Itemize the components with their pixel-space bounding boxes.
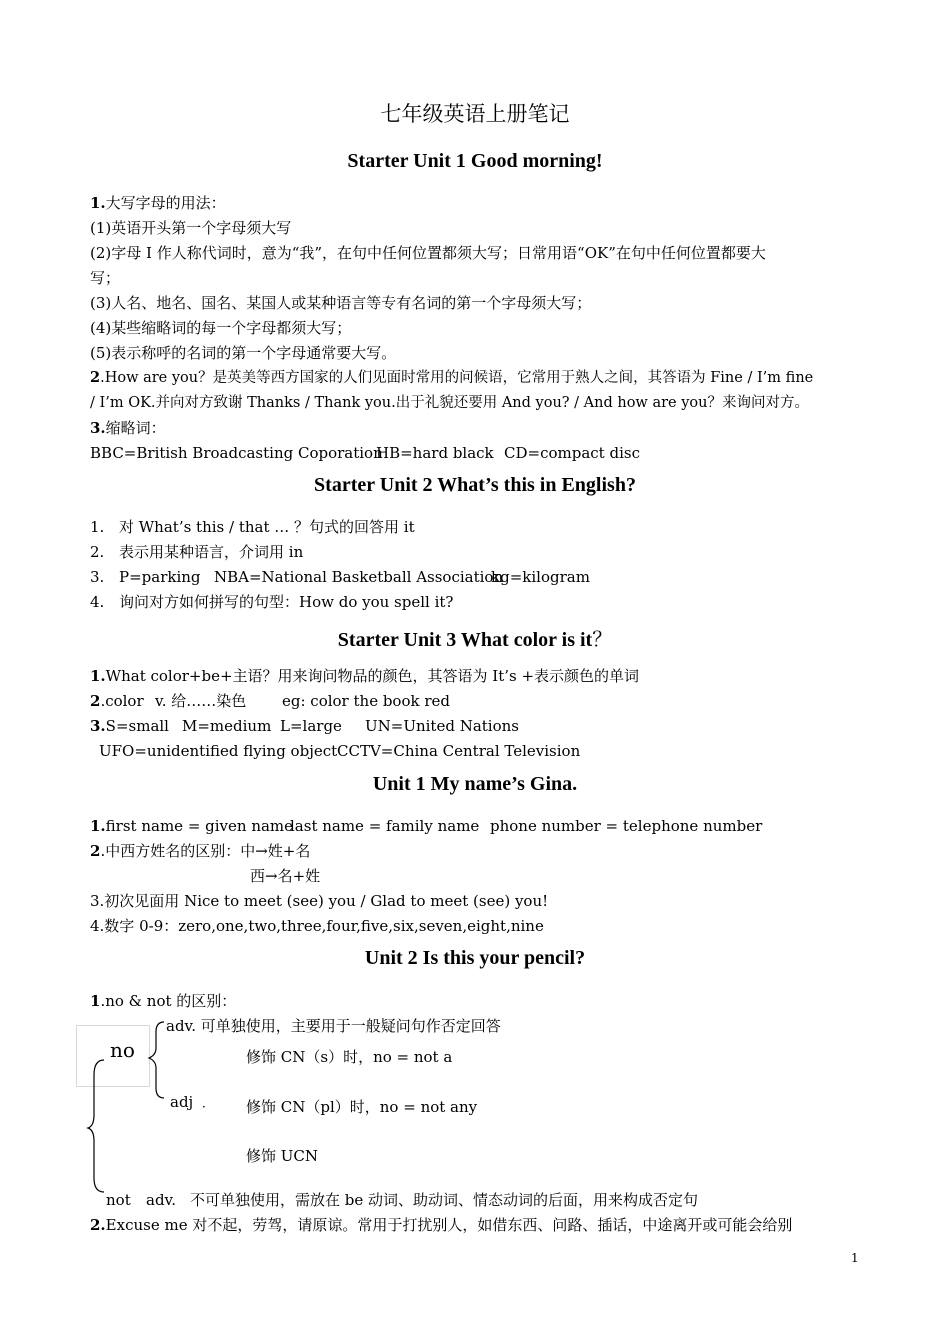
example: eg: color the book red [282,692,451,710]
paragraph-text: .中西方姓名的区别：中→姓+名 [100,842,311,860]
item-number: 1. [90,817,106,835]
paragraph [90,1215,792,1235]
paragraph-text: last name = family name [290,817,480,835]
paragraph-text: .no & not 的区别： [100,992,237,1010]
list-item-text: 表示用某种语言，介词用 in [119,543,304,561]
item-number: 3. [90,568,105,586]
not-part-of-speech: adv. [146,1191,177,1209]
document-title: 七年级英语上册笔记 [380,102,570,126]
paragraph-text: What color+be+主语？用来询问物品的颜色，其答语为 It’s +表示颜色的单词 [105,667,640,685]
part-of-speech: v. 给……染色 [155,692,247,710]
modifier-rule: 修饰 UCN [246,1147,319,1165]
no-label: no [110,1038,135,1062]
page-number: 1 [851,1251,859,1265]
item-number: 2 [90,692,101,710]
paragraph-text: 大写字母的用法： [105,194,226,212]
heading-question-mark: ？ [592,629,613,651]
text-line: (5)表示称呼的名词的第一个字母通常要大写。 [90,344,397,362]
item-number: 3. [90,419,106,437]
paragraph-text: Excuse me 对不起，劳驾，请原谅。常用于打扰别人，如借东西、问路、插话，中途离开或可能会给别 [105,1216,793,1234]
abbreviation: UFO=unidentified flying object [99,742,338,760]
modifier-rule: 修饰 CN（s）时，no = not a [246,1048,453,1066]
list-item-text: 询问对方如何拼写的句型：How do you spell it? [119,593,454,611]
not-word: not [106,1191,131,1209]
text-line: 3.初次见面用 Nice to meet (see) you / Glad to meet (see) you! [90,892,549,910]
text-line: (1)英语开头第一个字母须大写 [90,219,292,237]
text-line: (2)字母 I 作人称代词时，意为“我”，在句中任何位置都须大写；日常用语“OK”在句中任何位置都要大 [90,244,766,262]
abbreviation: S=small [105,717,169,735]
item-number: 4. [90,593,105,611]
list-item-text: 对 What’s this / that … ？句式的回答用 it [119,518,415,536]
item-number: 1. [90,667,106,685]
text-line: (4)某些缩略词的每一个字母都须大写； [90,319,352,337]
paragraph-text: phone number = telephone number [490,817,763,835]
item-number: 1. [90,194,106,212]
text-line: 4.数字 0-9：zero,one,two,three,four,five,six,seven,eight,nine [90,917,544,935]
abbreviation: BBC=British Broadcasting Coporation [90,444,383,462]
outer-brace [88,1060,104,1192]
item-number: 1 [90,992,101,1010]
not-usage: 不可单独使用，需放在 be 动词、助动词、情态动词的后面，用来构成否定句 [190,1191,699,1209]
inner-brace [149,1022,164,1098]
text-line: 写； [90,269,121,287]
text-line: 西→名+姓 [250,867,321,885]
item-number: 2. [90,1216,106,1234]
abbreviation: HB=hard black [376,444,494,462]
item-number: 2 [90,369,101,386]
item-number: 1. [90,518,105,536]
abbreviation: M=medium [182,717,272,735]
heading-unit-2: Unit 2 Is this your pencil? [364,947,586,969]
abbreviation: UN=United Nations [365,717,519,735]
adjective-dot: ． [202,1096,215,1110]
item-number: 2 [90,842,101,860]
modifier-rule: 修饰 CN（pl）时，no = not any [246,1098,478,1116]
abbreviation: kg=kilogram [491,568,590,586]
heading-starter-unit-2: Starter Unit 2 What’s this in English? [314,474,636,496]
abbreviation: CD=compact disc [504,444,640,462]
list-item-text: P=parking [119,568,201,586]
adjective-label: adj [170,1093,194,1111]
paragraph-text: .How are you？是英美等西方国家的人们见面时常用的问候语，它常用于熟人之间，其答语为 Fine / I’m fine [100,370,814,386]
heading-text: Starter Unit 3 What color is it [337,629,593,651]
item-number: 2. [90,543,105,561]
abbreviation: NBA=National Basketball Association [214,568,504,586]
paragraph-text: .color [100,692,144,710]
paragraph-text: 缩略词： [105,419,166,437]
heading-unit-1: Unit 1 My name’s Gina. [372,773,578,795]
paragraph-text: first name = given name [105,817,294,835]
heading-starter-unit-1: Starter Unit 1 Good morning! [347,150,603,172]
item-number: 3. [90,717,106,735]
text-line: / I’m OK.并向对方致谢 Thanks / Thank you.出于礼貌还要用 And you? / And how are you？来询问对方。 [90,395,809,411]
adverb-usage: adv. 可单独使用，主要用于一般疑问句作否定回答 [166,1017,501,1035]
text-line: (3)人名、地名、国名、某国人或某种语言等专有名词的第一个字母须大写； [90,294,592,312]
abbreviation: L=large [280,717,342,735]
abbreviation: CCTV=China Central Television [337,742,581,760]
